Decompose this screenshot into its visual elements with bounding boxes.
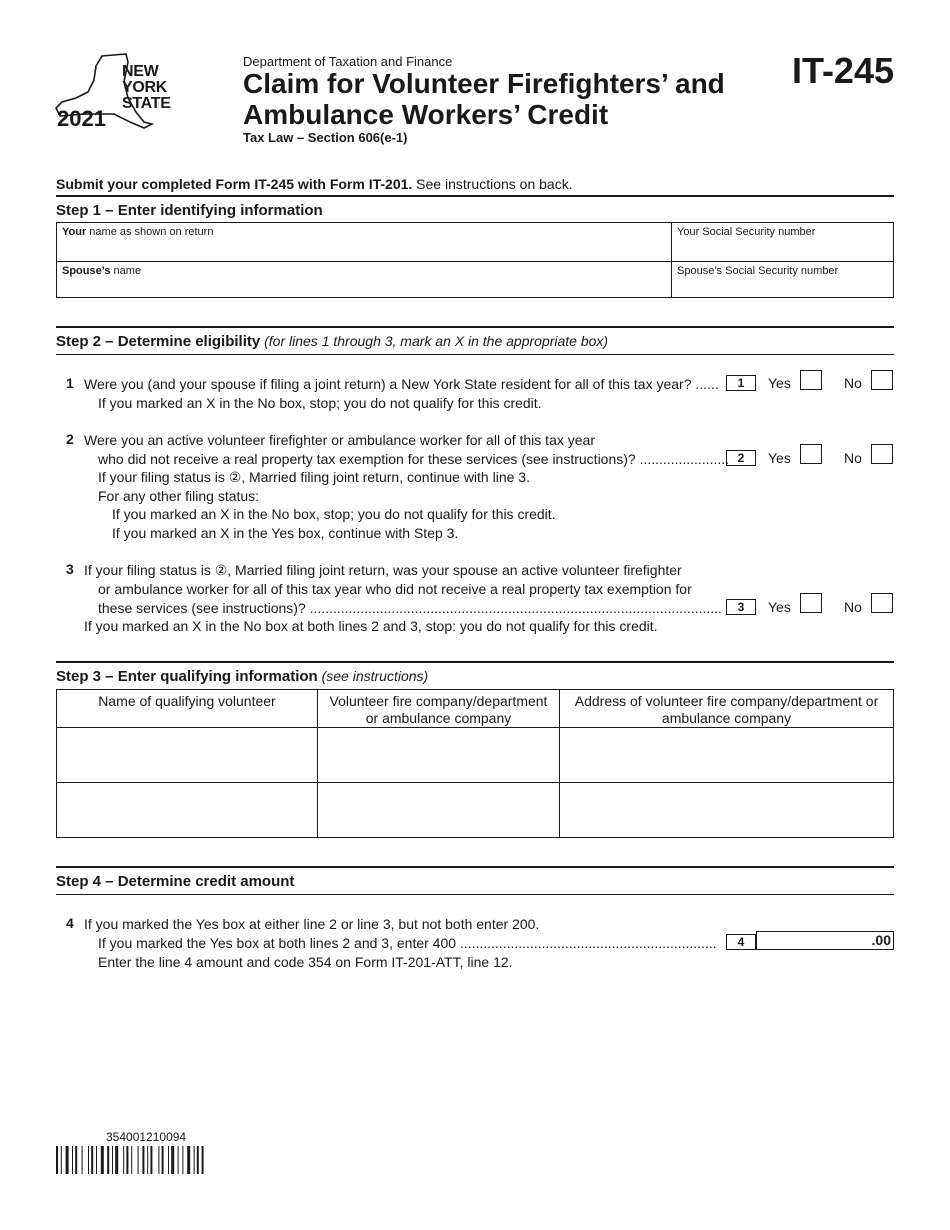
- step2-title: Step 2 – Determine eligibility (for lines 1 through 3, mark an X in the appropriate box): [56, 333, 609, 350]
- column-header-company: Volunteer fire company/department or ambulance company: [329, 693, 548, 726]
- tax-year: 2021: [57, 106, 106, 131]
- divider: [56, 195, 894, 197]
- step1-title: Step 1 – Enter identifying information: [56, 202, 323, 219]
- line3-number: 3: [66, 561, 74, 577]
- department-name: Department of Taxation and Finance: [243, 54, 453, 69]
- line3-question-b: or ambulance worker for all of this tax year who did not receive a real property tax exemption for: [98, 581, 692, 597]
- row2-name-cell[interactable]: [57, 783, 317, 837]
- submit-instructions: Submit your completed Form IT-245 with Form IT-201. See instructions on back.: [56, 176, 573, 192]
- identification-grid: [56, 222, 894, 298]
- line3-question-a: If your filing status is ②, Married filing joint return, was your spouse an active volunteer firefighter: [84, 562, 682, 578]
- line3-instruction-d: If you marked an X in the No box at both lines 2 and 3, stop: you do not qualify for this credit.: [84, 618, 658, 634]
- divider: [56, 354, 894, 355]
- line3-question-c: these services (see instructions)? ..........................................................................................................: [98, 600, 722, 616]
- line2-question-b: who did not receive a real property tax exemption for these services (see instructions)? .......................: [98, 451, 730, 467]
- line2-instruction-e: If you marked an X in the No box, stop; you do not qualify for this credit.: [112, 506, 556, 522]
- spouse-name-field[interactable]: Spouse’s name: [62, 265, 142, 277]
- line2-yes-checkbox[interactable]: [800, 444, 822, 464]
- line3-no-checkbox[interactable]: [871, 593, 893, 613]
- divider: [56, 326, 894, 328]
- line4-text-a: If you marked the Yes box at either line 2 or line 3, but not both enter 200.: [84, 916, 540, 932]
- line2-no-label: No: [844, 450, 862, 466]
- line1-no-checkbox[interactable]: [871, 370, 893, 390]
- row2-company-cell[interactable]: [318, 783, 559, 837]
- barcode-number: 354001210094: [106, 1130, 187, 1144]
- row1-name-cell[interactable]: [57, 728, 317, 782]
- line2-instruction-f: If you marked an X in the Yes box, continue with Step 3.: [112, 525, 459, 541]
- line2-question-a: Were you an active volunteer firefighter or ambulance worker for all of this tax year: [84, 432, 595, 448]
- line1-number: 1: [66, 375, 74, 391]
- form-title: Claim for Volunteer Firefighters’ and Ambulance Workers’ Credit: [243, 68, 725, 130]
- line3-yes-label: Yes: [768, 599, 791, 615]
- column-header-name: Name of qualifying volunteer: [98, 693, 276, 709]
- line4-text-b: If you marked the Yes box at both lines 2 and 3, enter 400 ..................................................................: [98, 935, 717, 951]
- step3-title: Step 3 – Enter qualifying information (see instructions): [56, 668, 429, 685]
- nys-logo: [54, 52, 184, 134]
- line3-box-label: 3: [726, 599, 756, 615]
- line1-yes-label: Yes: [768, 375, 791, 391]
- logo-text: NEW YORK STATE: [122, 63, 171, 112]
- spouse-ssn-field[interactable]: Spouse’s Social Security number: [677, 265, 839, 277]
- line2-instruction-c: If your filing status is ②, Married filing joint return, continue with line 3.: [98, 469, 530, 485]
- line1-instruction: If you marked an X in the No box, stop; you do not qualify for this credit.: [98, 395, 542, 411]
- step4-title: Step 4 – Determine credit amount: [56, 873, 295, 890]
- line4-box-label: 4: [726, 934, 756, 950]
- column-header-address: Address of volunteer fire company/department or ambulance company: [574, 693, 879, 726]
- divider: [56, 866, 894, 868]
- line1-no-label: No: [844, 375, 862, 391]
- your-ssn-field[interactable]: Your Social Security number: [677, 226, 816, 238]
- line1-box-label: 1: [726, 375, 756, 391]
- line2-yes-label: Yes: [768, 450, 791, 466]
- line1-question: Were you (and your spouse if filing a joint return) a New York State resident for all of this tax year? ......: [84, 376, 719, 392]
- line4-number: 4: [66, 915, 74, 931]
- form-number: IT-245: [791, 50, 894, 91]
- row2-address-cell[interactable]: [560, 783, 893, 837]
- tax-law-reference: Tax Law – Section 606(e-1): [243, 130, 408, 145]
- line2-box-label: 2: [726, 450, 756, 466]
- barcode-icon: [56, 1146, 240, 1174]
- row1-address-cell[interactable]: [560, 728, 893, 782]
- line4-text-c: Enter the line 4 amount and code 354 on Form IT-201-ATT, line 12.: [98, 954, 513, 970]
- divider: [56, 894, 894, 895]
- row1-company-cell[interactable]: [318, 728, 559, 782]
- line3-no-label: No: [844, 599, 862, 615]
- line3-yes-checkbox[interactable]: [800, 593, 822, 613]
- line1-yes-checkbox[interactable]: [800, 370, 822, 390]
- divider: [56, 661, 894, 663]
- your-name-field[interactable]: Your name as shown on return: [62, 226, 214, 238]
- line2-instruction-d: For any other filing status:: [98, 488, 260, 504]
- line2-number: 2: [66, 431, 74, 447]
- line2-no-checkbox[interactable]: [871, 444, 893, 464]
- qualifying-volunteer-table: [56, 689, 894, 838]
- credit-amount-field[interactable]: .00: [756, 931, 894, 950]
